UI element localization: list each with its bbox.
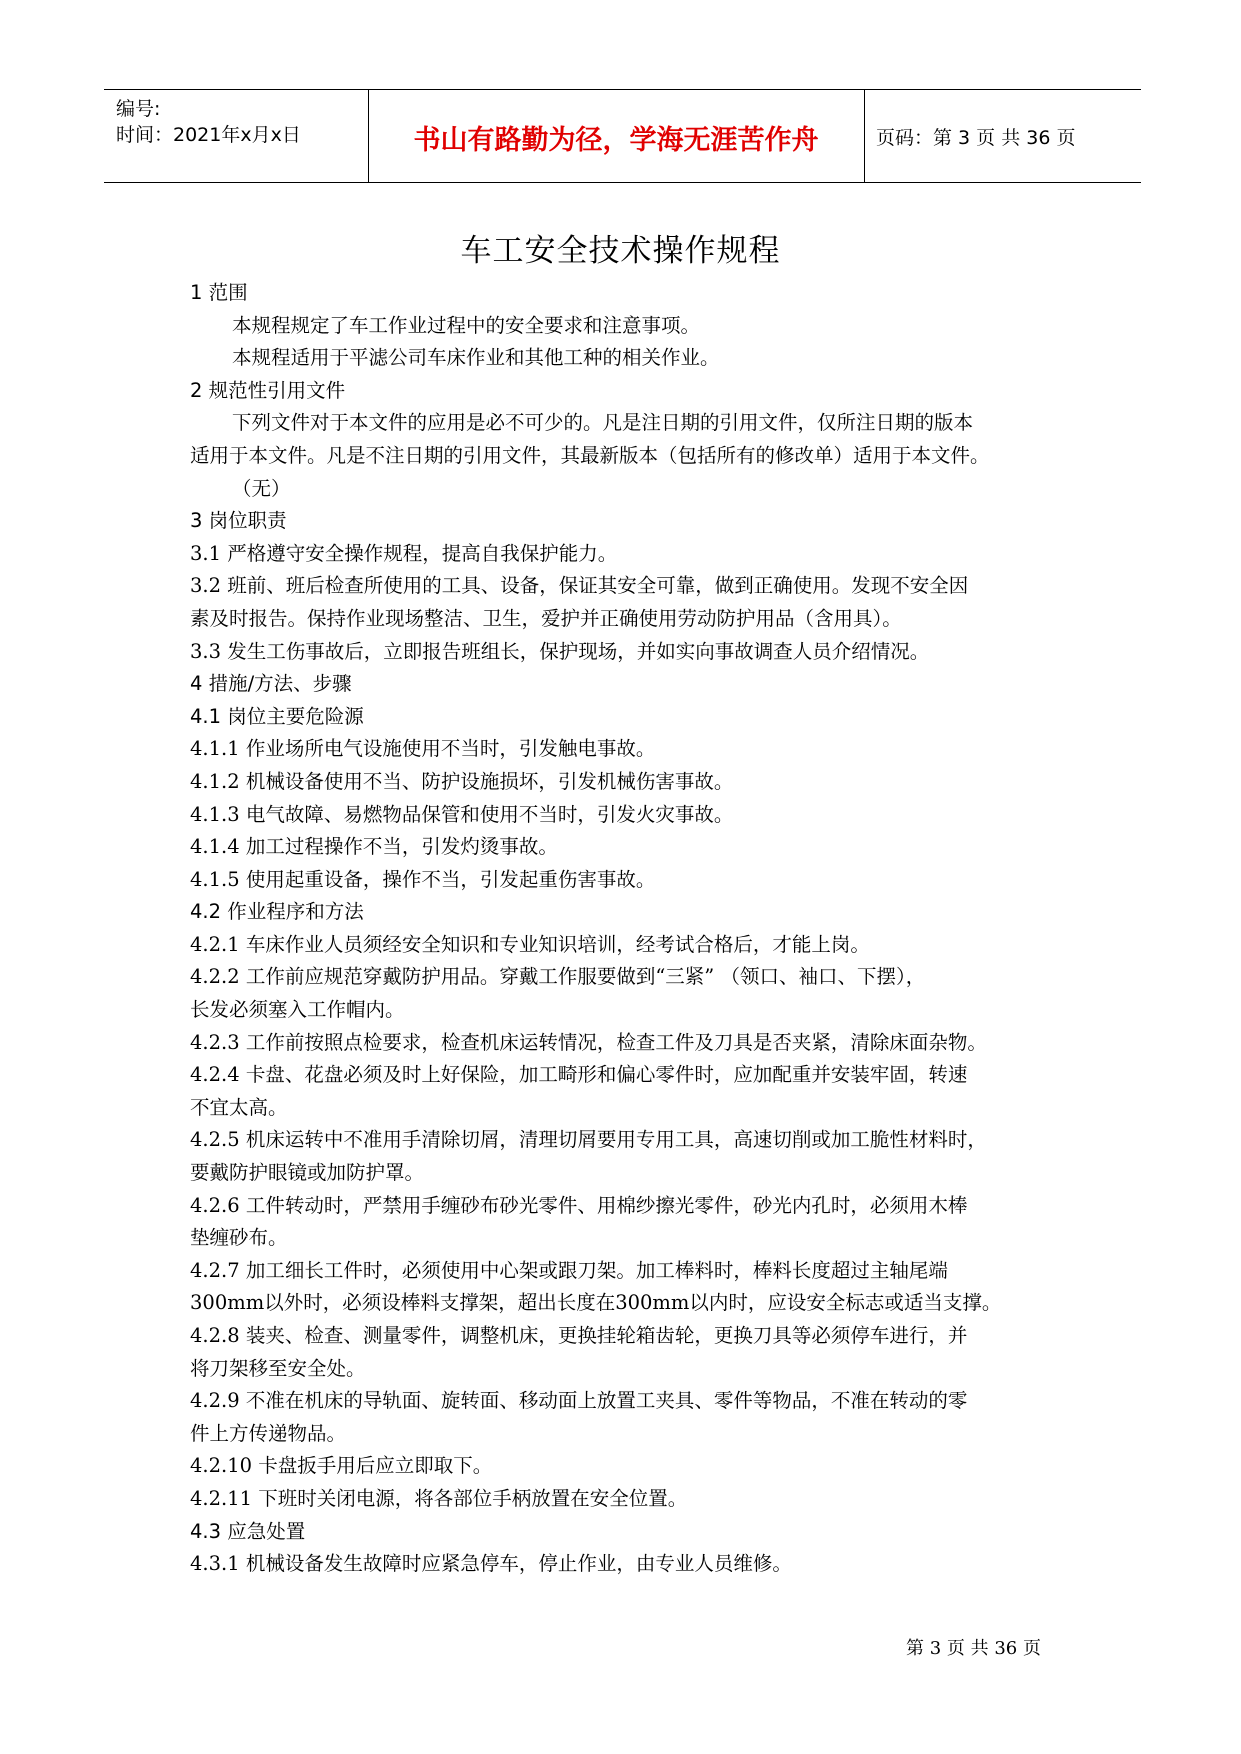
body-line: 4.2.3 工作前按照点检要求，检查机床运转情况，检查工件及刀具是否夹紧，清除床面杂物。 [190, 1030, 987, 1054]
body-line: 300mm以外时，必须设棒料支撑架，超出长度在300mm以内时，应设安全标志或适当支撑。 [190, 1291, 1002, 1315]
header-left-cell [104, 90, 369, 182]
body-line: 适用于本文件。凡是不注日期的引用文件，其最新版本（包括所有的修改单）适用于本文件。 [190, 443, 990, 467]
body-line: （无） [232, 476, 291, 500]
body-line: 4.1.2 机械设备使用不当、防护设施损坏，引发机械伤害事故。 [190, 769, 734, 793]
body-line: 4.1.1 作业场所电气设施使用不当时，引发触电事故。 [190, 737, 656, 761]
body-line: 将刀架移至安全处。 [190, 1356, 366, 1380]
body-line: 4.2.7 加工细长工件时，必须使用中心架或跟刀架。加工棒料时，棒料长度超过主轴尾端 [190, 1258, 948, 1282]
body-line: 垫缠砂布。 [190, 1226, 288, 1250]
header-page-info: 页码：第 3 页 共 36 页 [876, 127, 1076, 149]
body-line: 4.3.1 机械设备发生故障时应紧急停车，停止作业，由专业人员维修。 [190, 1552, 792, 1576]
body-line: 要戴防护眼镜或加防护罩。 [190, 1161, 425, 1185]
body-line: 4.2.10 卡盘扳手用后应立即取下。 [190, 1454, 493, 1478]
header-middle-cell [368, 90, 865, 182]
section-heading: 4.2 作业程序和方法 [190, 900, 364, 924]
body-line: 4.2.4 卡盘、花盘必须及时上好保险，加工畸形和偏心零件时，应加配重并安装牢固，转速 [190, 1063, 968, 1087]
section-heading: 3 岗位职责 [190, 509, 287, 533]
document-body [190, 277, 1060, 1581]
section-heading: 2 规范性引用文件 [190, 378, 346, 402]
body-line: 本规程规定了车工作业过程中的安全要求和注意事项。 [232, 313, 701, 337]
body-line: 素及时报告。保持作业现场整洁、卫生，爱护并正确使用劳动防护用品（含用具）。 [190, 606, 902, 630]
header-motto: 书山有路勤为径，学海无涯苦作舟 [413, 125, 819, 156]
document-time-label: 时间：2021年x月x日 [116, 124, 301, 146]
body-line: 4.1.3 电气故障、易燃物品保管和使用不当时，引发火灾事故。 [190, 802, 734, 826]
body-line: 4.2.8 装夹、检查、测量零件，调整机床，更换挂轮箱齿轮，更换刀具等必须停车进行，并 [190, 1324, 968, 1347]
body-line: 不宜太高。 [190, 1095, 288, 1119]
body-line: 件上方传递物品。 [190, 1421, 347, 1445]
body-line: 4.1.4 加工过程操作不当，引发灼烫事故。 [190, 835, 558, 859]
body-line: 4.2.9 不准在机床的导轨面、旋转面、移动面上放置工夹具、零件等物品，不准在转动的零 [190, 1389, 968, 1413]
body-line: 4.2.1 车床作业人员须经安全知识和专业知识培训，经考试合格后，才能上岗。 [190, 932, 870, 956]
document-title: 车工安全技术操作规程 [460, 233, 781, 269]
document-number-label: 编号: [116, 98, 161, 120]
body-line: 3.1 严格遵守安全操作规程，提高自我保护能力。 [190, 541, 618, 565]
body-line: 3.2 班前、班后检查所使用的工具、设备，保证其安全可靠，做到正确使用。发现不安全因 [190, 574, 969, 598]
body-line: 下列文件对于本文件的应用是必不可少的。凡是注日期的引用文件，仅所注日期的版本 [232, 411, 974, 435]
body-line: 4.2.6 工件转动时，严禁用手缠砂布砂光零件、用棉纱擦光零件，砂光内孔时，必须用木棒 [190, 1193, 968, 1217]
section-heading: 4.3 应急处置 [190, 1519, 306, 1543]
section-heading: 1 范围 [190, 281, 248, 304]
body-line: 4.2.11 下班时关闭电源，将各部位手柄放置在安全位置。 [190, 1486, 688, 1510]
body-line: 本规程适用于平滤公司车床作业和其他工种的相关作业。 [232, 346, 720, 370]
body-line: 4.2.2 工作前应规范穿戴防护用品。穿戴工作服要做到“三紧” （领口、袖口、下摆）， [190, 965, 926, 989]
document-header [104, 89, 1141, 183]
body-line: 长发必须塞入工作帽内。 [190, 998, 405, 1022]
header-right-cell [864, 90, 1141, 182]
page-footer: 第 3 页 共 36 页 [906, 1638, 1041, 1659]
body-line: 4.2.5 机床运转中不准用手清除切屑，清理切屑要用专用工具，高速切削或加工脆性材料时， [190, 1128, 987, 1152]
section-heading: 4 措施/方法、步骤 [190, 672, 352, 696]
body-line: 3.3 发生工伤事故后，立即报告班组长，保护现场，并如实向事故调查人员介绍情况。 [190, 639, 930, 663]
body-line: 4.1.5 使用起重设备，操作不当，引发起重伤害事故。 [190, 867, 656, 891]
section-heading: 4.1 岗位主要危险源 [190, 704, 364, 728]
